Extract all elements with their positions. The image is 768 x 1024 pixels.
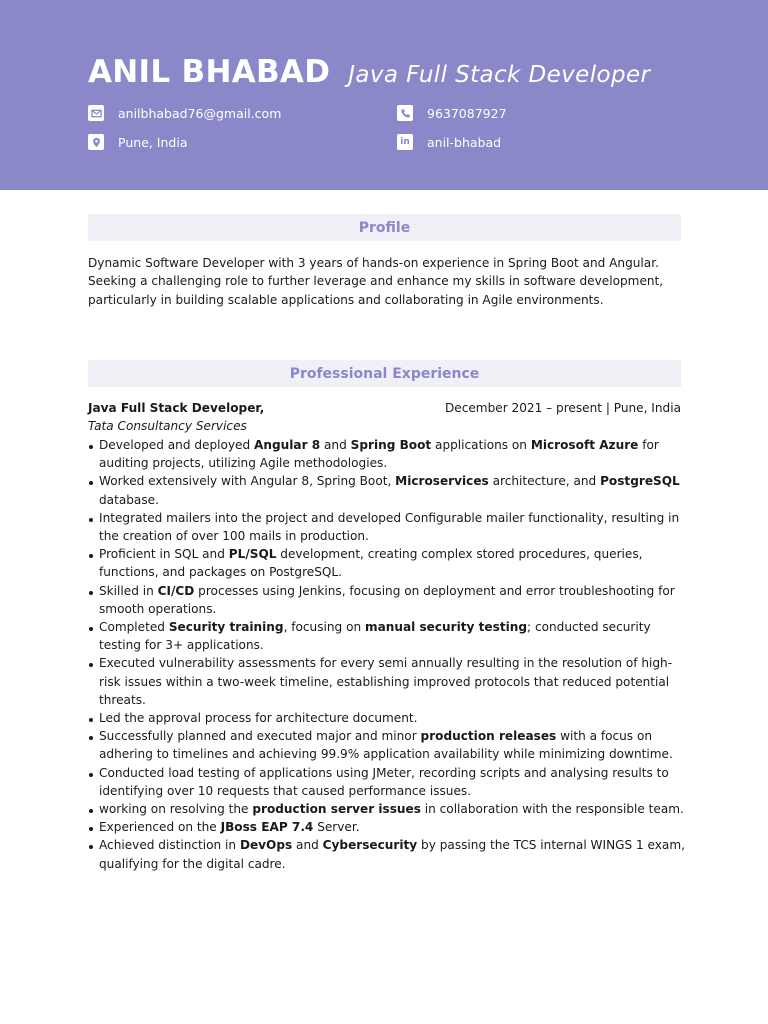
bullet-text: Successfully planned and executed major and minor <box>99 729 421 744</box>
job-bullet <box>88 764 686 800</box>
job-bullet <box>88 818 686 836</box>
bullet-text: database. <box>99 492 159 507</box>
contact-phone[interactable] <box>397 105 507 121</box>
bullet-text: Experienced on the <box>99 820 221 835</box>
contact-email[interactable] <box>88 105 281 121</box>
resume-header <box>0 0 768 190</box>
job-bullet-list <box>88 436 686 873</box>
bullet-text: , focusing on <box>283 620 365 635</box>
bullet-text: Achieved distinction in <box>99 838 240 853</box>
contact-linkedin[interactable] <box>397 134 501 150</box>
bullet-bold-text: PostgreSQL <box>600 474 680 489</box>
bullet-text: Conducted load testing of applications using JMeter, recording scripts and analysing results to identifying over 10 requests that caused performance issues. <box>99 765 669 798</box>
job-bullet <box>88 836 686 872</box>
email-icon <box>88 105 104 121</box>
bullet-text: for auditing projects, utilizing Agile methodologies. <box>99 438 659 471</box>
profile-section-heading <box>88 214 681 241</box>
phone-text[interactable]: 9637087927 <box>427 105 507 121</box>
bullet-bold-text: manual security testing <box>364 620 528 635</box>
job-bullet <box>88 709 686 727</box>
bullet-text: and <box>320 438 351 452</box>
bullet-text: architecture, and <box>488 474 601 489</box>
bullet-text: development, creating complex stored procedures, queries, functions, and packages on PostgreSQL. <box>99 547 643 580</box>
contact-location <box>88 134 187 150</box>
linkedin-text[interactable]: anil-bhabad <box>427 134 502 150</box>
name-row <box>88 54 650 90</box>
bullet-text: ; conducted security testing for 3+ applications. <box>99 620 651 653</box>
bullet-text: by passing the TCS internal WINGS 1 exam, qualifying for the digital cadre. <box>99 838 685 871</box>
job-bullet <box>88 654 686 709</box>
bullet-bold-text: Microsoft Azure <box>530 438 639 452</box>
job-bullet <box>88 582 686 618</box>
bullet-text: working on resolving the <box>99 802 253 817</box>
bullet-text: Developed and deployed <box>99 438 255 452</box>
location-icon <box>88 134 104 150</box>
bullet-bold-text: Spring Boot <box>350 438 432 452</box>
bullet-text: Proficient in SQL and <box>99 547 229 562</box>
bullet-text: Skilled in <box>99 583 158 598</box>
bullet-text: applications on <box>431 438 531 452</box>
bullet-text: and <box>292 838 323 853</box>
bullet-text: Integrated mailers into the project and developed Configurable mailer functionality, resulting in the creation of over 100 mails in production. <box>99 510 680 544</box>
experience-heading-text: Professional Experience <box>289 365 480 382</box>
email-text[interactable]: anilbhabad76@gmail.com <box>118 105 282 121</box>
bullet-text: Executed vulnerability assessments for every semi annually resulting in the resolution of high-risk issues within a two-week timeline, establishing improved protocols that reduced potential threats. <box>99 656 673 707</box>
bullet-bold-text: DevOps <box>239 838 293 853</box>
job-bullet <box>88 545 686 581</box>
job-bullet <box>88 509 686 545</box>
bullet-bold-text: JBoss EAP 7.4 <box>220 820 314 835</box>
location-text: Pune, India <box>118 134 188 150</box>
bullet-bold-text: CI/CD <box>157 583 195 598</box>
bullet-bold-text: Angular 8 <box>254 438 321 452</box>
profile-summary: Dynamic Software Developer with 3 years of hands-on experience in Spring Boot and Angular. Seeking a challenging role to further leverage and enhance my skills in software development, particularly in building scalable applications and collaborating in Agile environments. <box>88 256 664 307</box>
linkedin-icon-glyph: in <box>400 137 410 147</box>
phone-icon <box>397 105 413 121</box>
bullet-bold-text: Security training <box>168 620 284 635</box>
profile-heading-text: Profile <box>358 219 411 236</box>
bullet-text: Led the approval process for architecture document. <box>99 711 418 726</box>
job-date-location: December 2021 – present | Pune, India <box>444 401 681 415</box>
bullet-text: with a focus on adhering to timelines and achieving 99.9% application availability while minimizing downtime. <box>99 729 673 762</box>
experience-section-heading <box>88 360 681 387</box>
candidate-name: ANIL BHABAD <box>88 54 331 90</box>
bullet-text: in collaboration with the responsible team. <box>420 802 684 817</box>
job-title: Java Full Stack Developer, <box>88 401 265 415</box>
bullet-text: Worked extensively with Angular 8, Spring Boot, <box>99 474 396 489</box>
candidate-role: Java Full Stack Developer <box>348 62 651 88</box>
job-bullet <box>88 472 686 508</box>
bullet-text: Server. <box>313 820 360 835</box>
bullet-text: processes using Jenkins, focusing on deployment and error troubleshooting for smooth operations. <box>99 583 675 616</box>
linkedin-icon <box>397 134 413 150</box>
job-company: Tata Consultancy Services <box>88 419 247 433</box>
job-bullet <box>88 436 686 472</box>
bullet-text: Completed <box>99 620 169 635</box>
job-bullet <box>88 800 686 818</box>
bullet-bold-text: PL/SQL <box>228 547 277 562</box>
bullet-bold-text: production server issues <box>252 802 421 817</box>
bullet-bold-text: Cybersecurity <box>322 838 418 853</box>
bullet-bold-text: Microservices <box>395 474 489 489</box>
job-bullet <box>88 618 686 654</box>
bullet-bold-text: production releases <box>420 729 557 744</box>
job-bullet <box>88 727 686 763</box>
